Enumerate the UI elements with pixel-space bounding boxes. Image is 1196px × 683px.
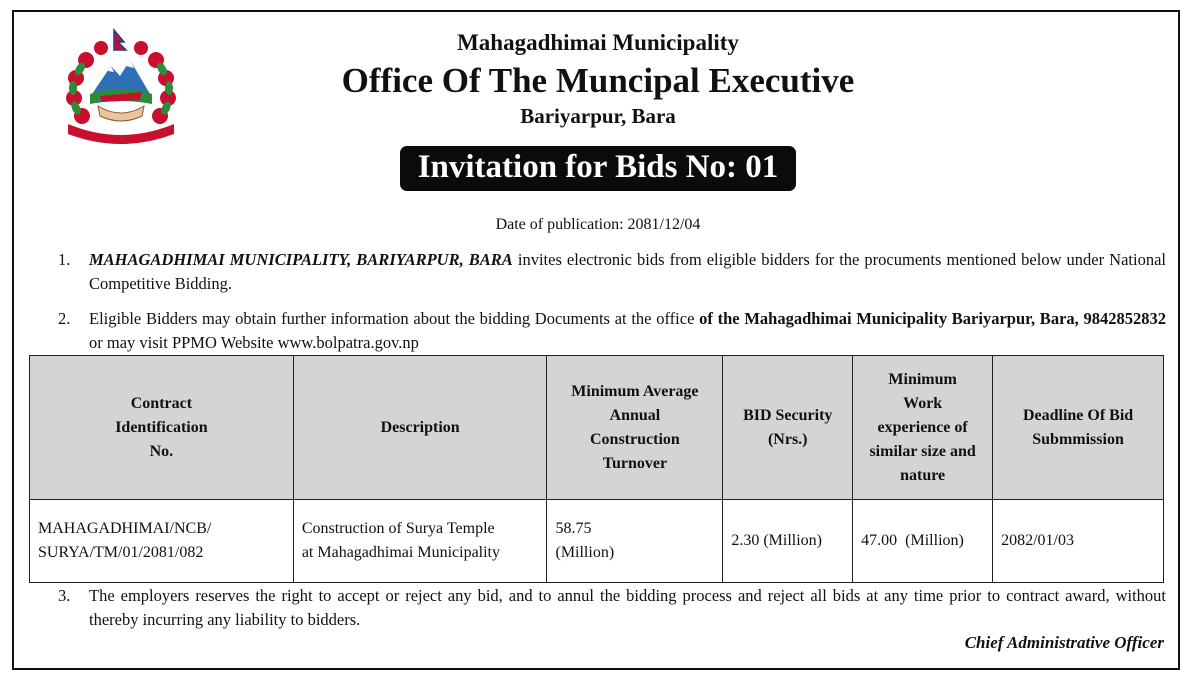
- municipality-name: Mahagadhimai Municipality: [457, 30, 739, 55]
- cell-bid-security: 2.30 (Million): [723, 500, 853, 583]
- table-header-row: [30, 356, 1164, 500]
- paragraph-text-after: or may visit PPMO Website www.bolpatra.gov.np: [89, 333, 419, 352]
- paragraph-text: invites electronic bids from eligible bidders for the procuments mentioned below under National Competitive Bidding.: [89, 250, 1166, 293]
- paragraph-text: The employers reserves the right to accept or reject any bid, and to annul the bidding process and reject all bids at any time prior to contract award, without thereby incurring any liability to bidders.: [89, 586, 1166, 629]
- paragraph-number: 2.: [58, 309, 71, 328]
- municipality-emphasis: MAHAGADHIMAI MUNICIPALITY, BARIYARPUR, BARA: [89, 250, 513, 269]
- paragraph-3: [58, 584, 1166, 632]
- cell-turnover: 58.75 (Million): [547, 500, 723, 583]
- table-row: [30, 500, 1164, 583]
- paragraph-number: 3.: [58, 586, 71, 605]
- office-contact-emphasis: of the Mahagadhimai Municipality Bariyarpur, Bara, 9842852832: [699, 309, 1166, 328]
- bids-table: [29, 355, 1164, 583]
- publication-date: Date of publication: 2081/12/04: [495, 216, 701, 233]
- paragraph-number: 1.: [58, 250, 71, 269]
- office-name: Office Of The Muncipal Executive: [341, 61, 855, 100]
- paragraph-text: Eligible Bidders may obtain further information about the bidding Documents at the office: [89, 309, 695, 328]
- cell-description: Construction of Surya Temple at Mahagadhimai Municipality: [293, 500, 547, 583]
- paragraph-1: [58, 248, 1166, 296]
- cell-work-experience: 47.00 (Million): [853, 500, 993, 583]
- notice-title: Invitation for Bids No: 01: [400, 146, 797, 191]
- cell-contract-id: MAHAGADHIMAI/NCB/ SURYA/TM/01/2081/082: [30, 500, 294, 583]
- office-location: Bariyarpur, Bara: [520, 104, 676, 128]
- column-header-bid-security: BID Security (Nrs.): [723, 356, 853, 500]
- column-header-description: Description: [293, 356, 547, 500]
- signatory-title: Chief Administrative Officer: [964, 633, 1164, 652]
- column-header-work-experience: Minimum Work experience of similar size and nature: [853, 356, 993, 500]
- cell-deadline: 2082/01/03: [993, 500, 1164, 583]
- column-header-deadline: Deadline Of Bid Submmission: [993, 356, 1164, 500]
- column-header-turnover: Minimum Average Annual Construction Turnover: [547, 356, 723, 500]
- column-header-contract-id: Contract Identification No.: [30, 356, 294, 500]
- paragraph-2: [58, 307, 1166, 355]
